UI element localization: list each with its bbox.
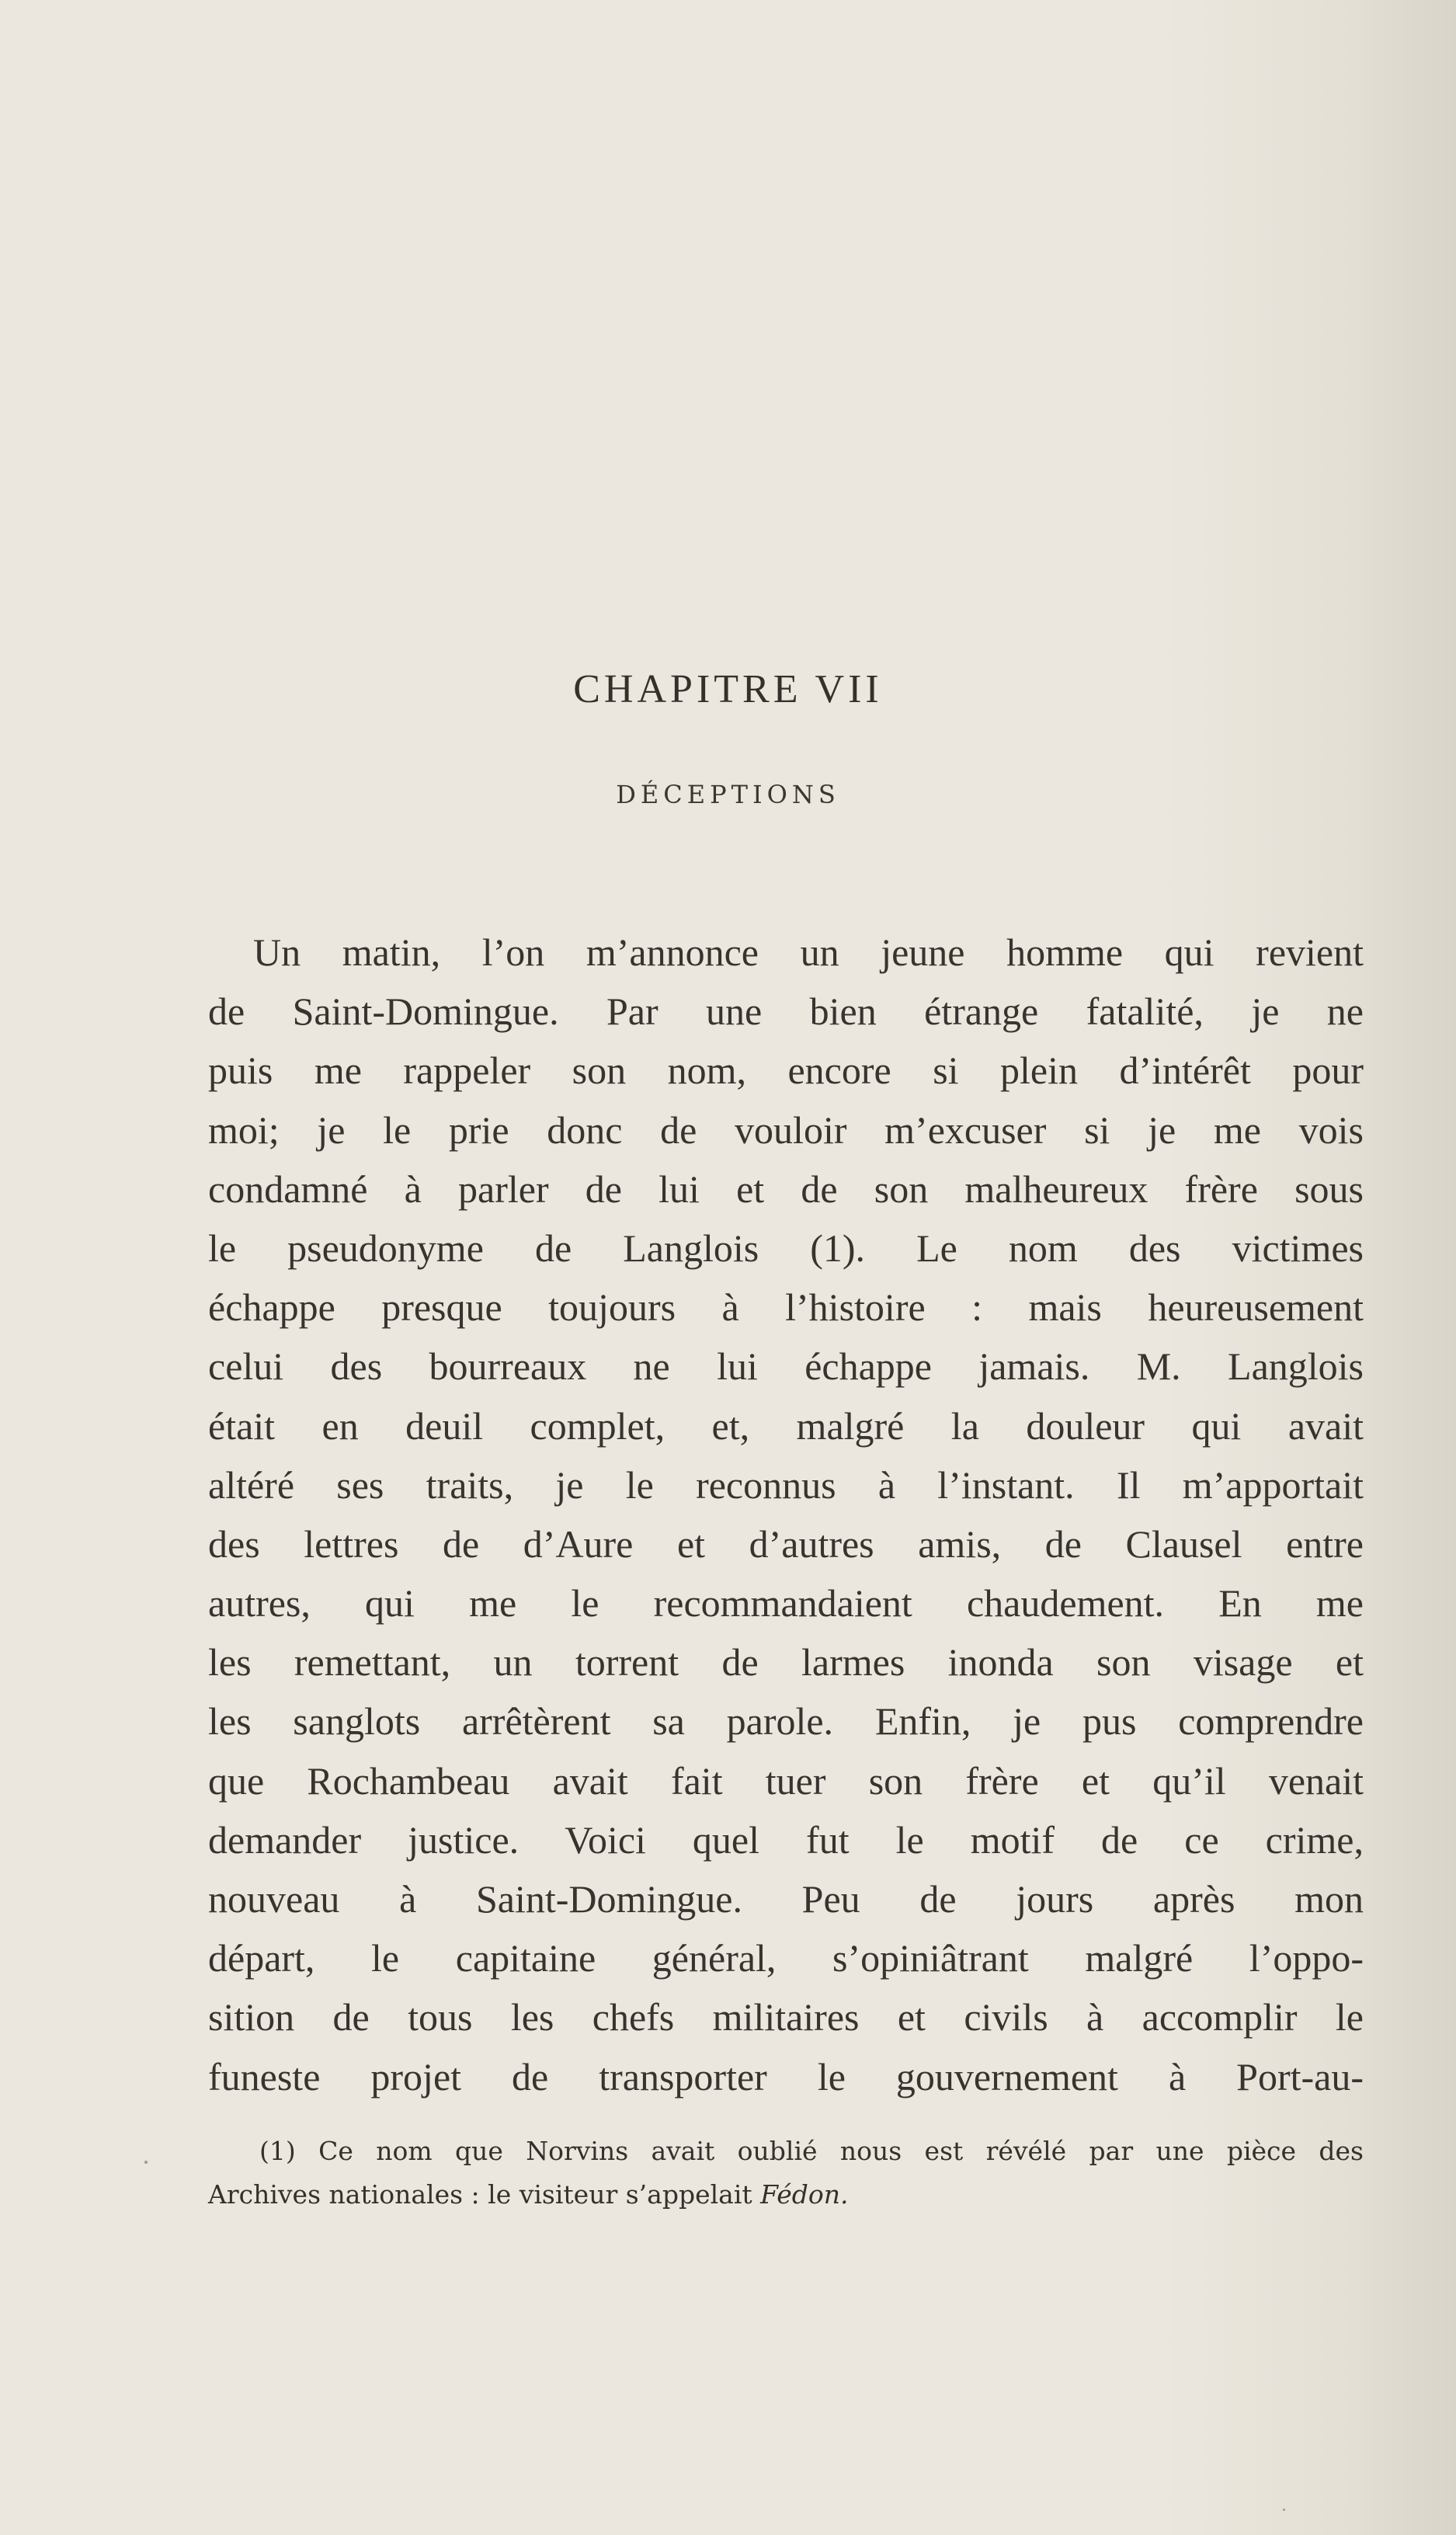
footnote-italic-name: Fédon. (760, 2179, 849, 2210)
text-line: nouveau à Saint-Domingue. Peu de jours après mon (208, 1877, 1364, 1921)
chapter-subtitle: DÉCEPTIONS (616, 780, 840, 809)
footnote-line (208, 2173, 1364, 2217)
footnote-text: Archives nationales : le visiteur s’appelait (208, 2179, 761, 2210)
text-line: les sanglots arrêtèrent sa parole. Enfin, je pus comprendre (208, 1699, 1364, 1744)
text-line: moi; je le prie donc de vouloir m’excuser si je me vois (208, 1108, 1364, 1152)
text-line: Un matin, l’on m’annonce un jeune homme qui revient (253, 930, 1364, 974)
show-through-text (194, 186, 1359, 1002)
text-line: celui des bourreaux ne lui échappe jamais. M. Langlois (208, 1344, 1364, 1389)
text-line: le pseudonyme de Langlois (1). Le nom des victimes (208, 1226, 1364, 1270)
text-line: des lettres de d’Aure et d’autres amis, de Clausel entre (208, 1521, 1364, 1566)
text-line: départ, le capitaine général, s’opiniâtrant malgré l’oppo- (208, 1936, 1364, 1980)
text-line: demander justice. Voici quel fut le motif de ce crime, (208, 1817, 1364, 1862)
text-line: sition de tous les chefs militaires et civils à accomplir le (208, 1995, 1364, 2039)
paper-speck (1283, 2509, 1285, 2511)
text-line: altéré ses traits, je le reconnus à l’instant. Il m’apportait (208, 1462, 1364, 1507)
text-line: que Rochambeau avait fait tuer son frère et qu’il venait (208, 1758, 1364, 1803)
chapter-title: CHAPITRE VII (573, 667, 883, 711)
text-line: échappe presque toujours à l’histoire : mais heureusement (208, 1285, 1364, 1330)
text-line: était en deuil complet, et, malgré la douleur qui avait (208, 1403, 1364, 1448)
text-line: funeste projet de transporter le gouvernement à Port-au- (208, 2054, 1364, 2099)
footnote (208, 2130, 1364, 2217)
text-line: les remettant, un torrent de larmes inonda son visage et (208, 1640, 1364, 1685)
text-line: puis me rappeler son nom, encore si plein d’intérêt pour (208, 1048, 1364, 1093)
body-text (208, 923, 1364, 2106)
text-line: autres, qui me le recommandaient chaudement. En me (208, 1581, 1364, 1626)
text-line: de Saint-Domingue. Par une bien étrange fatalité, je ne (208, 989, 1364, 1034)
paper-speck (144, 2161, 148, 2164)
footnote-line: (1) Ce nom que Norvins avait oublié nous est révélé par une pièce des (259, 2136, 1364, 2166)
text-line: condamné à parler de lui et de son malheureux frère sous (208, 1167, 1364, 1211)
